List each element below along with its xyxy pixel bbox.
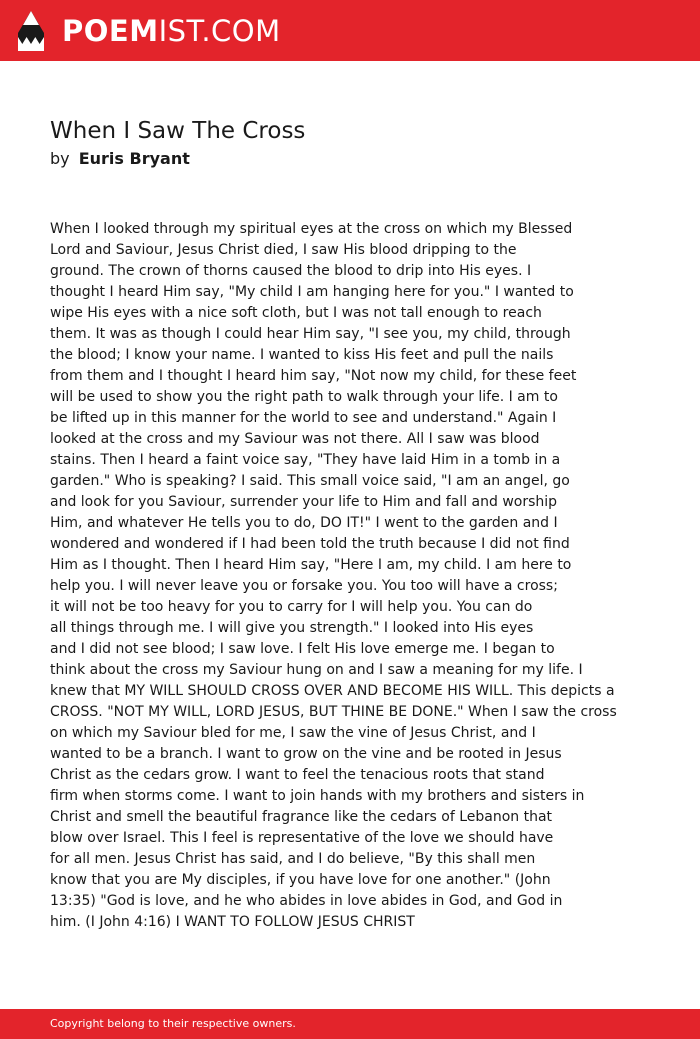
site-logo[interactable] [62, 13, 281, 49]
copyright-text: Copyright belong to their respective owners. [50, 1017, 296, 1030]
by-label: by [50, 149, 70, 168]
poem-line: for all men. Jesus Christ has said, and I do believe, "By this shall men [50, 851, 536, 867]
poem-line: Christ as the cedars grow. I want to feel the tenacious roots that stand [50, 767, 545, 783]
poem-line: 13:35) "God is love, and he who abides in love abides in God, and God in [50, 893, 563, 909]
poem-line: know that you are My disciples, if you have love for one another." (John [50, 872, 551, 888]
site-footer [0, 1009, 700, 1039]
poem-line: him. (I John 4:16) I WANT TO FOLLOW JESUS CHRIST [50, 914, 415, 930]
poem-line: and I did not see blood; I saw love. I felt His love emerge me. I began to [50, 641, 555, 657]
poem-line: knew that MY WILL SHOULD CROSS OVER AND BECOME HIS WILL. This depicts a [50, 683, 615, 699]
poem-line: it will not be too heavy for you to carry for I will help you. You can do [50, 599, 533, 615]
poem-line: Christ and smell the beautiful fragrance like the cedars of Lebanon that [50, 809, 553, 825]
poem-line: firm when storms come. I want to join hands with my brothers and sisters in [50, 788, 585, 804]
poem-line: be lifted up in this manner for the world to see and understand." Again I [50, 410, 557, 426]
poem-line: on which my Saviour bled for me, I saw the vine of Jesus Christ, and I [50, 725, 536, 741]
site-header [0, 0, 700, 61]
poem-line: wondered and wondered if I had been told the truth because I did not find [50, 536, 570, 552]
poem-line: help you. I will never leave you or forsake you. You too will have a cross; [50, 578, 558, 594]
logo-light-text: IST.COM [158, 14, 281, 48]
poem-line: from them and I thought I heard him say, "Not now my child, for these feet [50, 368, 577, 384]
poem-line: When I looked through my spiritual eyes at the cross on which my Blessed [50, 221, 573, 237]
poem-line: think about the cross my Saviour hung on and I saw a meaning for my life. I [50, 662, 583, 678]
logo-strong-text: POEM [62, 14, 159, 48]
poem-line: wipe His eyes with a nice soft cloth, but I was not tall enough to reach [50, 305, 542, 321]
author-name: Euris Bryant [78, 149, 190, 168]
poem-line: Him, and whatever He tells you to do, DO IT!" I went to the garden and I [50, 515, 558, 531]
poem-body [50, 219, 670, 933]
poem-line: Lord and Saviour, Jesus Christ died, I saw His blood dripping to the [50, 242, 517, 258]
poem-line: stains. Then I heard a faint voice say, "They have laid Him in a tomb in a [50, 452, 561, 468]
poem-line: will be used to show you the right path to walk through your life. I am to [50, 389, 558, 405]
poem-line: looked at the cross and my Saviour was not there. All I saw was blood [50, 431, 540, 447]
poem-line: blow over Israel. This I feel is representative of the love we should have [50, 830, 554, 846]
poem-title: When I Saw The Cross [50, 118, 306, 144]
poem-line: the blood; I know your name. I wanted to kiss His feet and pull the nails [50, 347, 554, 363]
poem-line: ground. The crown of thorns caused the blood to drip into His eyes. I [50, 263, 532, 279]
poem-line: Him as I thought. Then I heard Him say, "Here I am, my child. I am here to [50, 557, 572, 573]
poem-line: thought I heard Him say, "My child I am hanging here for you." I wanted to [50, 284, 574, 300]
poem-line: them. It was as though I could hear Him say, "I see you, my child, through [50, 326, 571, 342]
poem-line: all things through me. I will give you strength." I looked into His eyes [50, 620, 534, 636]
poem-line: wanted to be a branch. I want to grow on the vine and be rooted in Jesus [50, 746, 562, 762]
poem-line: and look for you Saviour, surrender your life to Him and fall and worship [50, 494, 558, 510]
poem-line: garden." Who is speaking? I said. This small voice said, "I am an angel, go [50, 473, 570, 489]
poem-line: CROSS. "NOT MY WILL, LORD JESUS, BUT THINE BE DONE." When I saw the cross [50, 704, 617, 720]
byline [50, 149, 190, 169]
pencil-tip-icon[interactable] [18, 11, 44, 51]
